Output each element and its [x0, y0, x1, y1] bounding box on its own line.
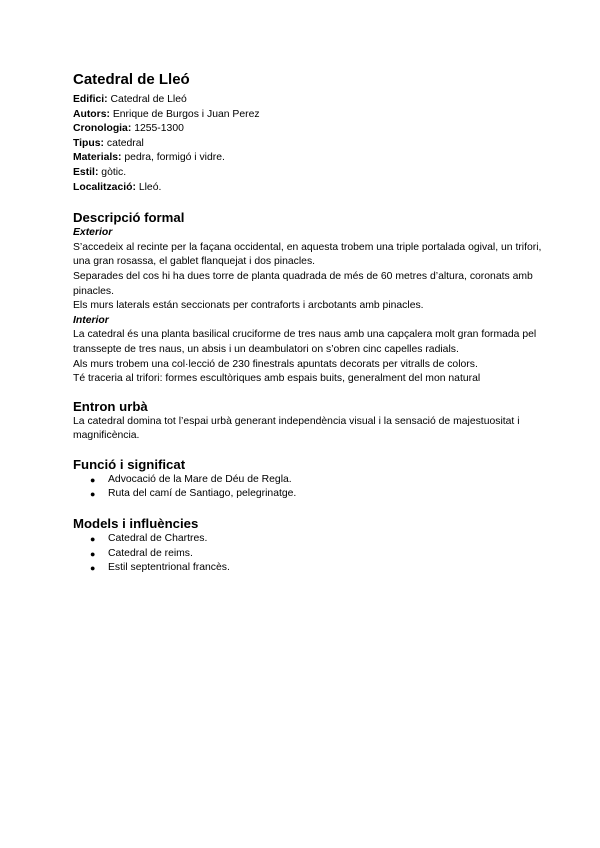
section-descripcio	[73, 209, 543, 387]
section-heading: Funció i significat	[73, 456, 186, 472]
subheading-exterior: Exterior	[73, 227, 113, 239]
paragraph: S’accedeix al recinte per la façana occidental, en aquesta trobem una triple portalada ogival, un trifori, una gran rosassa, el gablet flanquejat i dos pinacles.	[73, 241, 542, 268]
bullet-list	[73, 473, 543, 502]
field-label: Autors:	[73, 108, 110, 120]
section-heading: Entron urbà	[73, 398, 148, 414]
field-label: Materials:	[73, 152, 122, 164]
field-label: Tipus:	[73, 137, 104, 149]
field-value: 1255-1300	[134, 123, 184, 135]
document-content	[73, 71, 543, 576]
field-label: Localització:	[73, 181, 136, 193]
paragraph: La catedral domina tot l’espai urbà generant independència visual i la sensació de majestuositat i magnificència.	[73, 415, 520, 442]
list-item-text: Advocació de la Mare de Déu de Regla.	[108, 473, 292, 485]
paragraph: Els murs laterals están seccionats per contraforts i arcbotants amb pinacles.	[73, 300, 424, 312]
bullet-icon: ●	[90, 534, 96, 545]
field-localitzacio	[73, 181, 543, 196]
list-item	[73, 547, 543, 562]
document-title: Catedral de Lleó	[73, 71, 190, 88]
subheading-interior: Interior	[73, 314, 109, 326]
bullet-list	[73, 532, 543, 576]
section-heading: Descripció formal	[73, 210, 185, 226]
fields-block	[73, 93, 543, 195]
field-label: Cronologia:	[73, 123, 132, 135]
section-models	[73, 515, 543, 576]
list-item-text: Ruta del camí de Santiago, pelegrinatge.	[108, 488, 297, 500]
field-cronologia	[73, 122, 543, 137]
section-entorn	[73, 398, 543, 444]
section-funcio	[73, 456, 543, 502]
field-value: pedra, formigó i vidre.	[124, 152, 225, 164]
field-label: Edifici:	[73, 94, 108, 105]
list-item	[73, 561, 543, 576]
field-value: catedral	[106, 137, 144, 149]
field-edifici	[73, 93, 543, 108]
paragraph: Separades del cos hi ha dues torre de planta quadrada de més de 60 metres d’altura, coronats amb pinacles.	[73, 270, 533, 297]
paragraph: La catedral és una planta basilical cruciforme de tres naus amb una capçalera molt gran formada pel transsepte de tres naus, un absis i un deambulatori on s’obren cinc capelles radials.	[73, 329, 537, 355]
list-item-text: Catedral de Chartres.	[108, 533, 208, 545]
field-autors	[73, 108, 543, 123]
paragraph: Als murs trobem una col·lecció de 230 finestrals apuntats decorats per vitralls de colors.	[73, 358, 478, 370]
bullet-icon: ●	[90, 548, 96, 559]
bullet-icon: ●	[90, 474, 96, 485]
paragraph: Té traceria al trifori: formes escultòriques amb espais buits, generalment del mon natural	[73, 373, 481, 385]
field-label: Estil:	[73, 166, 99, 178]
field-value: gòtic.	[101, 166, 127, 178]
list-item-text: Catedral de reims.	[108, 547, 193, 559]
field-estil	[73, 166, 543, 181]
bullet-icon: ●	[90, 563, 96, 574]
list-item-text: Estil septentrional francès.	[108, 562, 230, 574]
field-value: Lleó.	[138, 181, 162, 193]
list-item	[73, 473, 543, 488]
field-value: Catedral de Lleó	[110, 94, 187, 105]
field-value: Enrique de Burgos i Juan Perez	[112, 108, 260, 120]
section-heading: Models i influències	[73, 516, 199, 532]
bullet-icon: ●	[90, 489, 96, 500]
list-item	[73, 487, 543, 502]
field-materials	[73, 151, 543, 166]
list-item	[73, 532, 543, 547]
field-tipus	[73, 137, 543, 152]
